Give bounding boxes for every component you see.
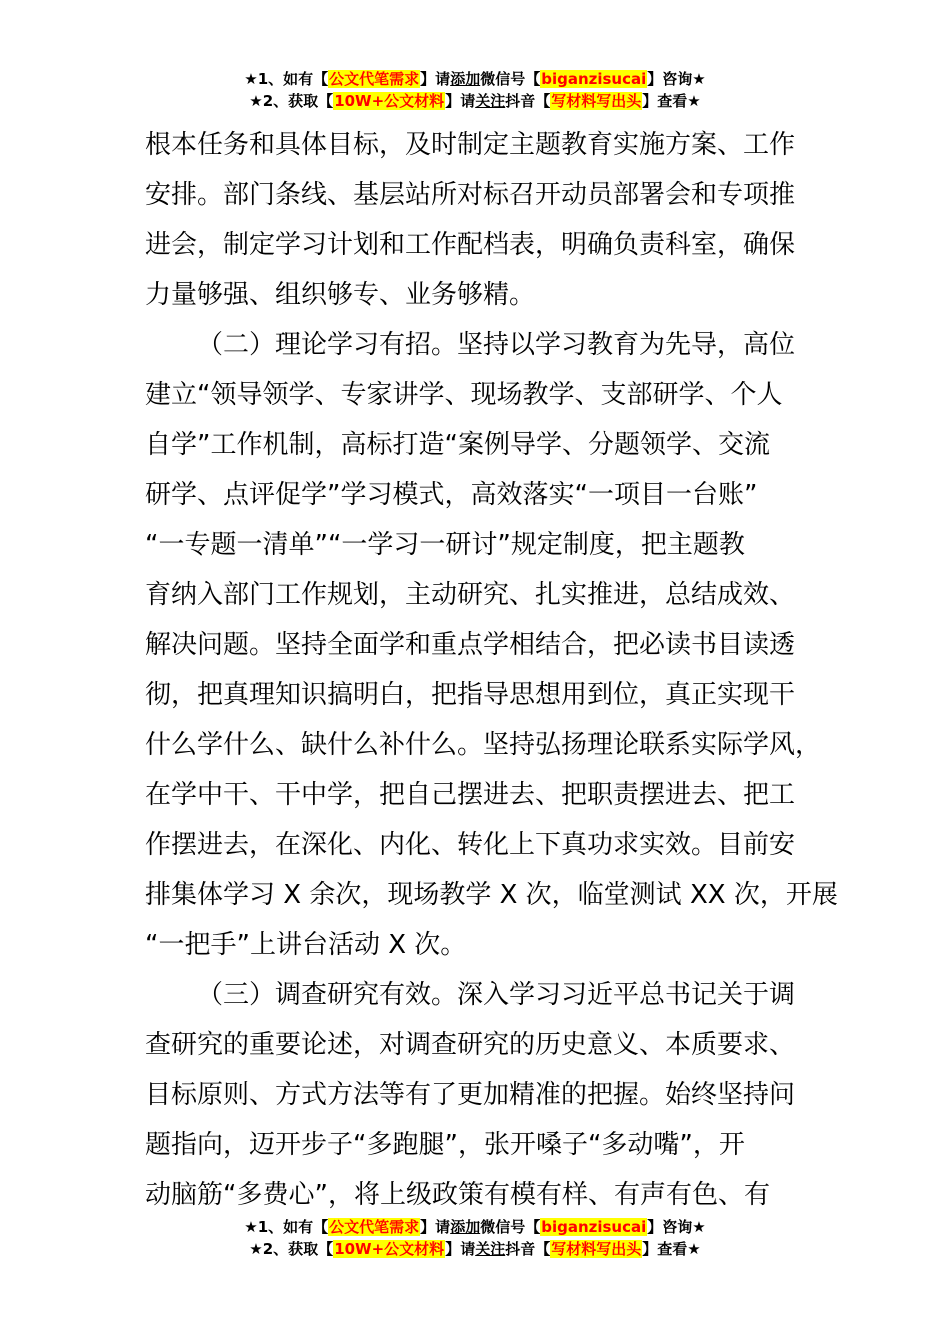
banner-underline: 关注 [475,92,506,110]
text-line: 什么学什么、缺什么补什么。坚持弘扬理论联系实际学风， [145,730,822,760]
text-line: （二）理论学习有招。坚持以学习教育为先导，高位 [197,330,796,360]
text-line: 进会，制定学习计划和工作配档表，明确负责科室，确保 [145,230,796,260]
banner-text: 抖音【 [505,92,551,110]
banner-text: 微信号【 [480,70,541,88]
text-line: 解决问题。坚持全面学和重点学相结合，把必读书目读透 [145,630,796,660]
text-line: 目标原则、方式方法等有了更加精准的把握。始终坚持问 [145,1080,796,1110]
text-line: 在学中干、干中学，把自己摆进去、把职责摆进去、把工 [145,780,796,810]
header-banner [0,68,950,112]
banner-underline: 添加 [450,70,481,88]
text-line: （三）调查研究有效。深入学习习近平总书记关于调 [197,980,796,1010]
text-line: 根本任务和具体目标，及时制定主题教育实施方案、工作 [145,130,796,160]
banner-text: 】咨询★ [647,1218,706,1236]
text-line: 作摆进去，在深化、内化、转化上下真功求实效。目前安 [145,830,796,860]
banner-text: 】请 [445,92,476,110]
paragraph-1 [145,120,825,320]
text-line: 研学、点评促学”学习模式，高效落实“一项目一台账” [145,480,758,510]
banner-text: 】查看★ [642,1240,701,1258]
header-banner-line-2 [0,90,950,112]
banner-underline: 添加 [450,1218,481,1236]
paragraph-2 [145,320,838,970]
banner-highlight: 10W+公文材料 [334,92,445,110]
banner-text: 】请 [445,1240,476,1258]
text-line: 育纳入部门工作规划，主动研究、扎实推进，总结成效、 [145,580,796,610]
banner-text: 抖音【 [505,1240,551,1258]
footer-banner [0,1216,950,1260]
text-line: 自学”工作机制，高标打造“案例导学、分题领学、交流 [145,430,770,460]
text-line: 动脑筋“多费心”，将上级政策有模有样、有声有色、有 [145,1180,770,1210]
banner-highlight: 公文代笔需求 [329,70,420,88]
paragraph-3 [145,970,825,1220]
document-body [145,120,838,1220]
footer-banner-line-2 [0,1238,950,1260]
banner-highlight: biganzisucai [541,70,647,88]
text-line: 查研究的重要论述，对调查研究的历史意义、本质要求、 [145,1030,796,1060]
banner-text: 】咨询★ [647,70,706,88]
text-line: 力量够强、组织够专、业务够精。 [145,280,536,310]
text-line: 安排。部门条线、基层站所对标召开动员部署会和专项推 [145,180,796,210]
banner-text: 微信号【 [480,1218,541,1236]
text-line: 题指向，迈开步子“多跑腿”，张开嗓子“多动嘴”，开 [145,1130,745,1160]
banner-highlight: 写材料写出头 [551,92,642,110]
banner-text: ★2、获取【 [249,92,334,110]
text-line: 排集体学习 X 余次，现场教学 X 次，临堂测试 XX 次，开展 [145,880,838,910]
text-line: 彻，把真理知识搞明白，把指导思想用到位，真正实现干 [145,680,796,710]
banner-underline: 关注 [475,1240,506,1258]
banner-highlight: 写材料写出头 [551,1240,642,1258]
footer-banner-line-1 [0,1216,950,1238]
banner-highlight: 10W+公文材料 [334,1240,445,1258]
banner-text: ★1、如有【 [244,70,329,88]
text-line: “一把手”上讲台活动 X 次。 [145,930,467,960]
text-line: 建立“领导领学、专家讲学、现场教学、支部研学、个人 [145,380,783,410]
banner-highlight: biganzisucai [541,1218,647,1236]
banner-text: 】请 [420,70,451,88]
banner-highlight: 公文代笔需求 [329,1218,420,1236]
banner-text: ★2、获取【 [249,1240,334,1258]
banner-text: ★1、如有【 [244,1218,329,1236]
banner-text: 】请 [420,1218,451,1236]
banner-text: 】查看★ [642,92,701,110]
text-line: “一专题一清单”“一学习一研讨”规定制度，把主题教 [145,530,745,560]
header-banner-line-1 [0,68,950,90]
